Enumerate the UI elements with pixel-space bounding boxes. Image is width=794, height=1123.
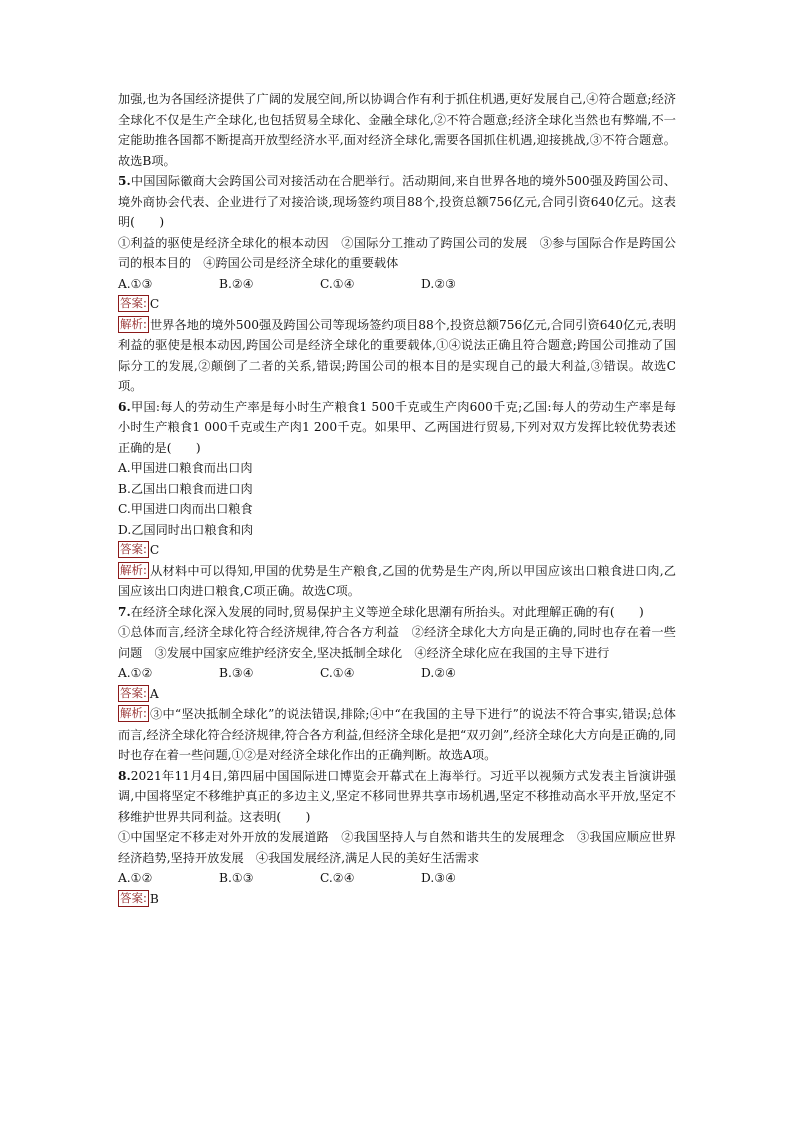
answer-line (118, 294, 676, 315)
question-statements: ①利益的驱使是经济全球化的根本动因 ②国际分工推动了跨国公司的发展 ③参与国际合作是跨国公司的根本目的 ④跨国公司是经济全球化的重要载体 (118, 235, 676, 270)
analysis-text: 世界各地的境外500强及跨国公司等现场签约项目88个,投资总额756亿元,合同引资640亿元,表明利益的驱使是根本动因,跨国公司是经济全球化的重要载体,①④说法正确且符合题意;跨国公司推动了国际分工的发展,②颠倒了二者的关系,错误;跨国公司的根本目的是实现自己的最大利益,③错误。故选C项。 (118, 317, 676, 393)
answer-tag: 答案: (120, 890, 147, 905)
answer-value: B (149, 891, 159, 906)
question-number: 5. (118, 174, 131, 188)
option-a[interactable]: A.①② (118, 666, 153, 680)
option-c[interactable]: C.②④ (320, 871, 355, 885)
answer-line (118, 889, 676, 910)
option-d[interactable]: D.②④ (421, 666, 457, 680)
question-text: 在经济全球化深入发展的同时,贸易保护主义等逆全球化思潮有所抬头。对此理解正确的有( ) (130, 604, 644, 619)
question-7 (118, 602, 676, 766)
option-d[interactable]: D.②③ (421, 276, 457, 291)
option-c[interactable]: C.甲国进口肉而出口粮食 (118, 502, 253, 516)
analysis-text: 从材料中可以得知,甲国的优势是生产粮食,乙国的优势是生产肉,所以甲国应该出口粮食进口肉,乙国应该出口肉进口粮食,C项正确。故选C项。 (118, 563, 676, 598)
option-d[interactable]: D.乙国同时出口粮食和肉 (118, 522, 254, 537)
option-a[interactable]: A.甲国进口粮食而出口肉 (118, 461, 253, 475)
question-5 (118, 171, 676, 397)
option-b[interactable]: B.③④ (219, 666, 254, 680)
question-stem (118, 766, 676, 828)
analysis-line (118, 561, 676, 602)
question-text: 2021年11月4日,第四届中国国际进口博览会开幕式在上海举行。习近平以视频方式发表主旨演讲强调,中国将坚定不移维护真正的多边主义,坚定不移同世界共享市场机遇,坚定不移推动高水平开放,坚定不移维护世界共同利益。这表明( ) (118, 768, 676, 824)
option-c[interactable]: C.①④ (320, 666, 355, 680)
question-stem (118, 602, 676, 623)
previous-analysis-continuation: 加强,也为各国经济提供了广阔的发展空间,所以协调合作有利于抓住机遇,更好发展自己,④符合题意;经济全球化不仅是生产全球化,也包括贸易全球化、金融全球化,②不符合题意;经济全球化当然也有弊端,不一定能助推各国都不断提高开放型经济水平,面对经济全球化,需要各国抓住机遇,迎接挑战,③不符合题意。故选B项。 (118, 92, 676, 168)
document-page (118, 89, 676, 909)
answer-options (118, 663, 676, 684)
answer-line (118, 684, 676, 705)
question-8 (118, 766, 676, 910)
question-6 (118, 397, 676, 602)
answer-tag: 答案: (120, 685, 147, 700)
question-stem (118, 171, 676, 233)
question-statements: ①总体而言,经济全球化符合经济规律,符合各方利益 ②经济全球化大方向是正确的,同时也存在着一些问题 ③发展中国家应维护经济安全,坚决抵制全球化 ④经济全球化应在我国的主导下进行 (118, 625, 676, 660)
question-stem (118, 397, 676, 459)
answer-options (118, 868, 676, 889)
analysis-text: ③中“坚决抵制全球化”的说法错误,排除;④中“在我国的主导下进行”的说法不符合事实,错误;总体而言,经济全球化符合经济规律,符合各方利益,但经济全球化是把“双刃剑”,经济全球化大方向是正确的,同时也存在着一些问题,①②是对经济全球化作出的正确判断。故选A项。 (118, 707, 676, 762)
answer-value: C (149, 297, 160, 311)
answer-value: C (149, 543, 160, 557)
analysis-line (118, 315, 676, 397)
option-d[interactable]: D.③④ (421, 871, 457, 885)
option-b[interactable]: B.①③ (219, 871, 254, 885)
question-number: 7. (118, 604, 131, 619)
question-text: 中国国际徽商大会跨国公司对接活动在合肥举行。活动期间,来自世界各地的境外500强及跨国公司、境外商协会代表、企业进行了对接洽谈,现场签约项目88个,投资总额756亿元,合同引资640亿元。这表明( ) (118, 174, 676, 229)
answer-tag: 答案: (120, 542, 147, 556)
answer-line (118, 540, 676, 561)
option-c[interactable]: C.①④ (320, 276, 355, 291)
option-b[interactable]: B.②④ (219, 276, 254, 291)
analysis-tag: 解析: (120, 706, 147, 720)
option-b[interactable]: B.乙国出口粮食而进口肉 (118, 481, 253, 496)
question-statements: ①中国坚定不移走对外开放的发展道路 ②我国坚持人与自然和谐共生的发展理念 ③我国应顺应世界经济趋势,坚持开放发展 ④我国发展经济,满足人民的美好生活需求 (118, 830, 676, 865)
question-number: 8. (118, 768, 131, 783)
option-a[interactable]: A.①② (118, 871, 153, 885)
question-text: 甲国:每人的劳动生产率是每小时生产粮食1 500千克或生产肉600千克;乙国:每人的劳动生产率是每小时生产粮食1 000千克或生产肉1 200千克。如果甲、乙两国进行贸易,下列对双方发挥比较优势表述正确的是( ) (118, 399, 676, 455)
answer-tag: 答案: (120, 296, 147, 310)
question-number: 6. (118, 399, 131, 414)
option-a[interactable]: A.①③ (118, 276, 153, 291)
answer-options (118, 274, 676, 295)
analysis-tag: 解析: (120, 316, 147, 331)
analysis-line (118, 704, 676, 766)
analysis-tag: 解析: (120, 562, 147, 577)
answer-value: A (149, 686, 159, 701)
